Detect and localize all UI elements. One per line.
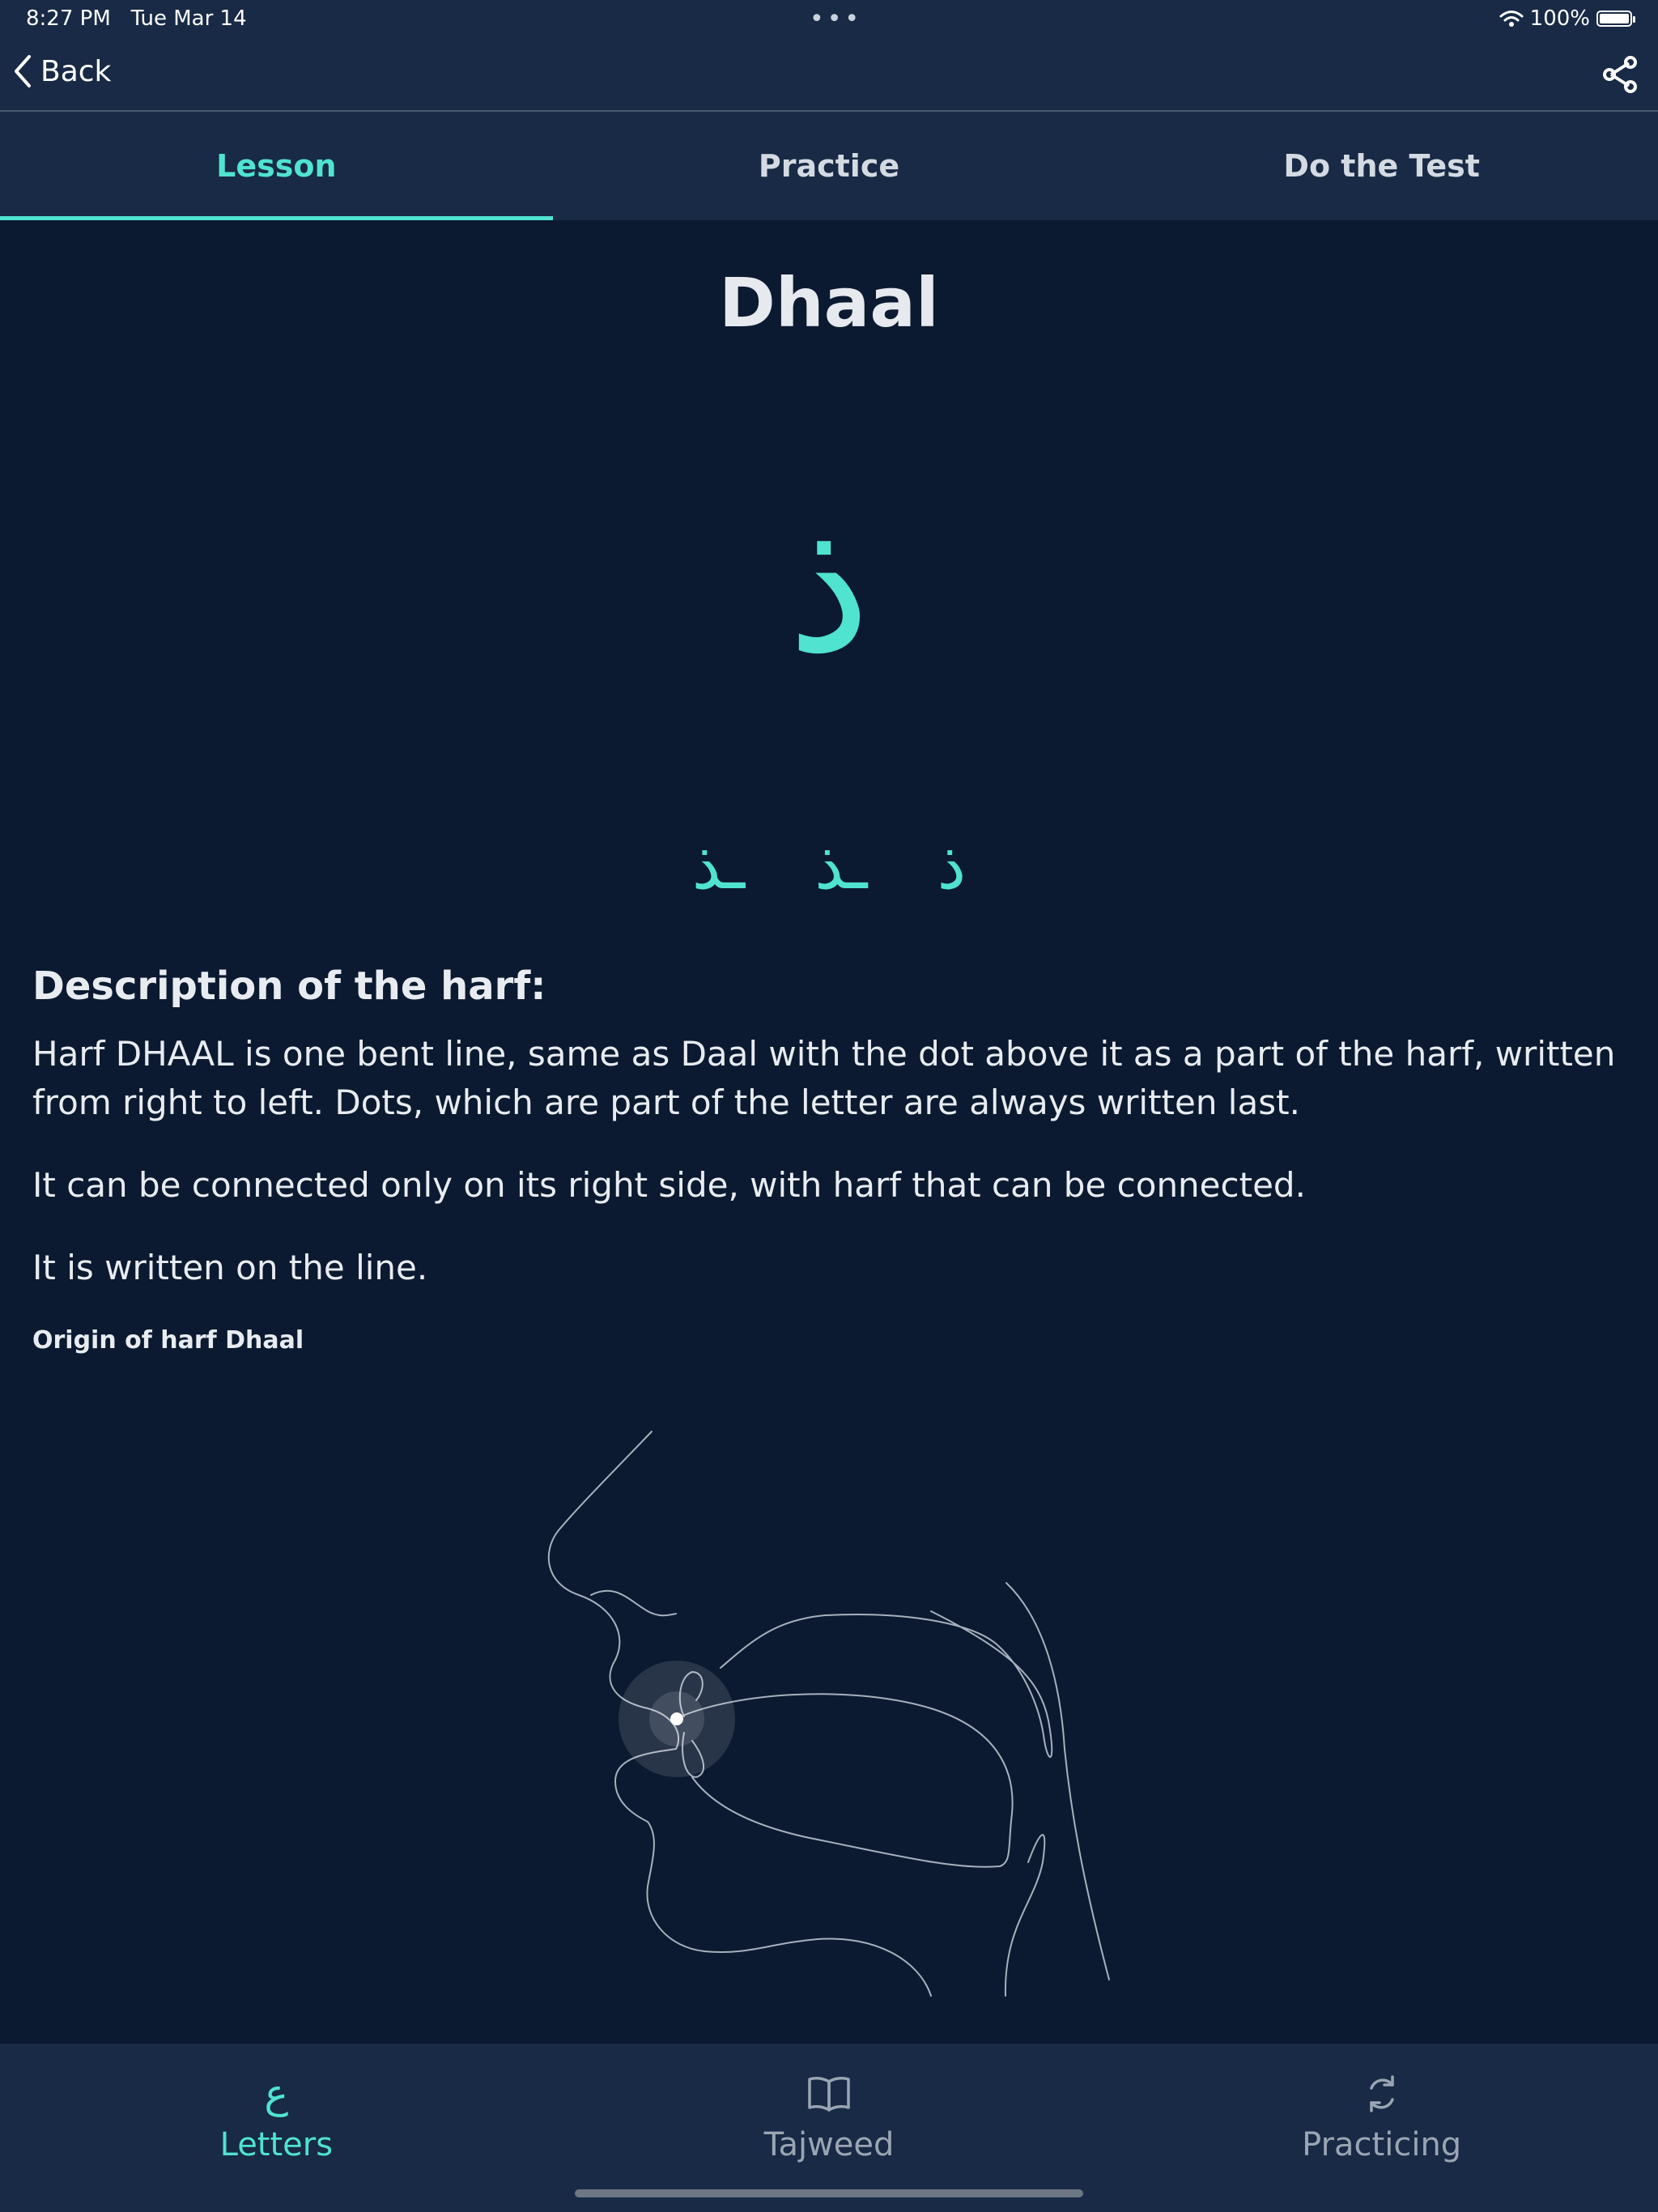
origin-label: Origin of harf Dhaal [32,1326,304,1355]
letter-form-isolated: ذ [937,828,967,904]
lesson-description [32,963,1619,1355]
chevron-left-icon [13,53,32,89]
letter-form-medial: ـذ [814,828,868,904]
letter-large: ذ [787,479,871,695]
home-indicator[interactable] [575,2189,1083,2197]
throat-outline [1005,1835,1044,1996]
letter-forms [0,828,1658,904]
bottom-tab-practicing[interactable] [1105,2044,1658,2212]
lesson-tabs [0,112,1658,220]
ain-letter-icon: ع [264,2070,289,2117]
description-paragraph: Harf DHAAL is one bent line, same as Daal with the dot above it as a part of the harf, written from right to left. Dots, which are part of the letter are always written last. [32,1034,1616,1122]
bottom-tab-label: Letters [219,2126,334,2163]
page-title: Dhaal [719,263,939,342]
palate-outline [721,1611,1052,1757]
bottom-tab-letters[interactable] [0,2044,553,2212]
back-label: Back [40,54,112,88]
battery-percent: 100% [1529,6,1590,31]
status-date-text: Tue Mar 14 [130,6,247,31]
pharynx-outline [1006,1583,1109,1980]
status-time [26,6,247,31]
bottom-tab-tajweed[interactable] [553,2044,1106,2212]
description-paragraph: It is written on the line. [32,1248,428,1287]
status-bar [0,0,1658,39]
status-right [1499,6,1632,31]
letter-form-final: ـذ [691,828,746,904]
status-time-text: 8:27 PM [26,6,111,31]
refresh-icon [1362,2068,1402,2120]
nostril-outline [591,1591,676,1616]
tab-do-the-test[interactable]: Do the Test [1283,148,1480,184]
face-profile-outline [549,1431,931,1996]
share-button[interactable] [1601,55,1639,97]
back-button[interactable] [13,53,111,89]
navigation-bar [0,39,1658,112]
tab-lesson[interactable]: Lesson [0,112,553,220]
articulation-diagram [0,1409,1658,2008]
multitasking-dots[interactable]: ••• [810,5,863,33]
book-icon [806,2068,852,2120]
description-heading: Description of the harf: [32,963,546,1009]
tab-practice[interactable]: Practice [758,148,900,184]
articulation-point [670,1712,683,1725]
battery-icon [1596,11,1632,27]
description-paragraph: It can be connected only on its right side, with harf that can be connected. [32,1165,1306,1205]
wifi-icon [1499,10,1524,28]
share-icon [1601,55,1639,94]
bottom-tab-bar [0,2044,1658,2212]
bottom-tab-label: Tajweed [763,2126,895,2163]
bottom-tab-label: Practicing [1302,2126,1462,2163]
